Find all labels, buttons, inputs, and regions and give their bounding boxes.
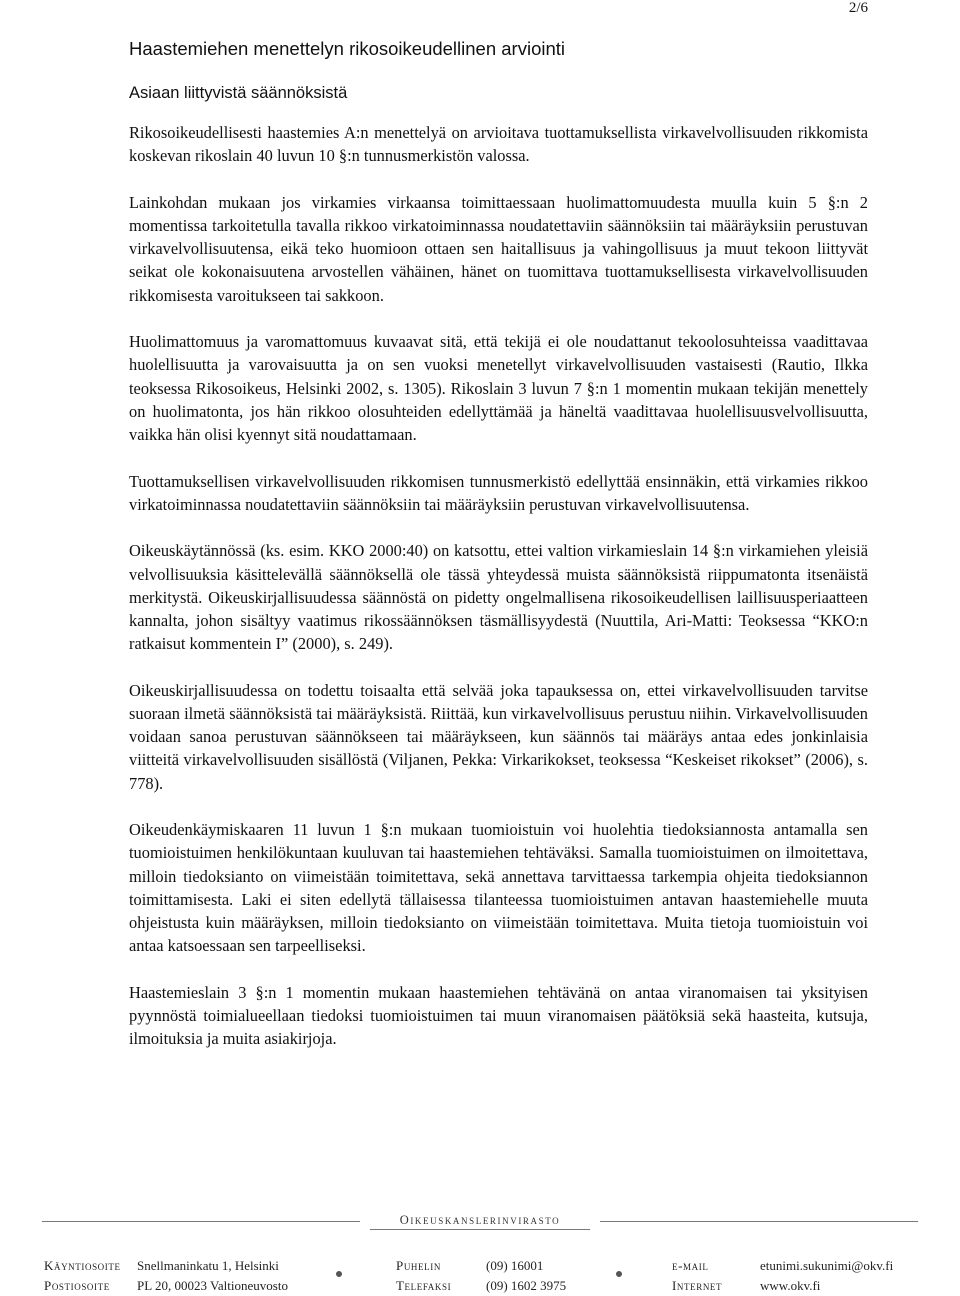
paragraph: Rikosoikeudellisesti haastemies A:n menettelyä on arvioitava tuottamuksellista virkavelvollisuuden rikkomista koskevan rikoslain 40 luvun 10 §:n tunnusmerkistön valossa. bbox=[129, 123, 868, 166]
phone-label: Puhelin bbox=[396, 1258, 441, 1273]
paragraph: Lainkohdan mukaan jos virkamies virkaansa toimittaessaan huolimattomuudesta muulla kuin 5 §:n 2 momentissa tarkoitetulla tavalla rikkoo virkatoiminnassa noudatettaviin säännöksiin tai määräyksiin perustuvan virkavelvollisuutensa, eikä teko huomioon ottaen sen haitallisuus ja vahingollisuus ja muut tekoon liittyvät seikat ole kokonaisuutena arvostellen vähäinen, hänet on tuomittava tuottamuksellisesta virkavelvollisuuden rikkomisesta varoitukseen tai sakkoon. bbox=[129, 192, 868, 305]
paragraph: Tuottamuksellisen virkavelvollisuuden rikkomisen tunnusmerkistö edellyttää ensinnäkin, että virkamies rikkoo virkatoiminnassa noudatettaviin säännöksiin tai määräyksiin perustuvan virkavelvollisuutensa. bbox=[129, 471, 868, 514]
footer-divider-right bbox=[600, 1221, 918, 1222]
paragraph: Oikeudenkäymiskaaren 11 luvun 1 §:n mukaan tuomioistuin voi huolehtia tiedoksiannosta antamalla sen tuomioistuimen henkilökuntaan kuuluvan tai haastemiehen tehtäväksi. Samalla tuomioistuimen on ilmoitettava, milloin tiedoksianto on viimeistään toimitettava, sekä annettava tarvittaessa tarkempia ohjeita tiedoksiannon toimittamisesta. Laki ei siten edellytä tällaisessa tilanteessa tuomioistuimen antavan haastemiehelle muuta ohjeistusta kuin määräyksen, milloin tiedoksianto on viimeistään toimitettava. Muita tietoja tuomioistuin voi antaa katsoessaan sen tarpeelliseksi. bbox=[129, 820, 868, 956]
email-address[interactable]: etunimi.sukunimi@okv.fi bbox=[760, 1258, 894, 1273]
footer-address-labels bbox=[44, 1256, 121, 1296]
postal-address-label: Postiosoite bbox=[44, 1278, 110, 1293]
visiting-address-label: Käyntiosoite bbox=[44, 1258, 121, 1273]
fax-label: Telefaksi bbox=[396, 1278, 452, 1293]
website-link[interactable]: www.okv.fi bbox=[760, 1278, 821, 1293]
footer-organization: Oikeuskanslerinvirasto bbox=[399, 1213, 561, 1227]
paragraph: Oikeuskirjallisuudessa on todettu toisaalta että selvää joka tapauksessa on, ettei virkavelvollisuuden tarvitse suoraan ilmetä säännöksistä tai määräyksistä. Riittää, kun virkavelvollisuus perustuu niihin. Virkavelvollisuuden voidaan sanoa perustuvan säännökseen tai määräykseen, kun säännös tai määräys antaa edes jonkinlaisia viitteitä virkavelvollisuuden sisällöstä (Viljanen, Pekka: Virkarikokset, teoksessa “Keskeiset rikokset” (2006), s. 778). bbox=[129, 680, 868, 793]
footer-web-values bbox=[760, 1256, 893, 1296]
bullet-dot-icon bbox=[336, 1271, 342, 1277]
footer-address-values bbox=[137, 1256, 288, 1296]
postal-address: PL 20, 00023 Valtioneuvosto bbox=[137, 1278, 288, 1293]
phone-number: (09) 16001 bbox=[486, 1258, 544, 1273]
page-title: Haastemiehen menettelyn rikosoikeudellinen arviointi bbox=[129, 38, 566, 59]
internet-label: Internet bbox=[672, 1278, 723, 1293]
footer-divider-left bbox=[42, 1221, 360, 1222]
footer-phone-values bbox=[486, 1256, 566, 1296]
paragraph: Haastemieslain 3 §:n 1 momentin mukaan haastemiehen tehtävänä on antaa viranomaisen tai yksityisen pyynnöstä toimialueellaan tiedoksi tuomioistuimen tai muun viranomaisen päätöksiä sekä haasteita, kutsuja, ilmoituksia ja muita asiakirjoja. bbox=[129, 982, 868, 1049]
footer-organization-underline bbox=[370, 1229, 590, 1230]
email-label: e-mail bbox=[672, 1258, 709, 1273]
fax-number: (09) 1602 3975 bbox=[486, 1278, 567, 1293]
visiting-address: Snellmaninkatu 1, Helsinki bbox=[137, 1258, 279, 1273]
section-subheading: Asiaan liittyvistä säännöksistä bbox=[129, 84, 348, 102]
footer-web-labels bbox=[672, 1256, 722, 1296]
paragraph: Huolimattomuus ja varomattomuus kuvaavat sitä, että tekijä ei ole noudattanut tekoolosuhteissa vaadittavaa huolellisuutta ja varovaisuutta ja on sen vuoksi menetellyt virkavelvollisuuden vastaisesti (Rautio, Ilkka teoksessa Rikosoikeus, Helsinki 2002, s. 1305). Rikoslain 3 luvun 7 §:n 1 momentin mukaan tekijän menettely on huolimatonta, jos hän rikkoo olosuhteiden edellyttämää ja häneltä vaadittavaa huolellisuusvelvollisuutta, vaikka hän olisi kyennyt sitä noudattamaan. bbox=[129, 332, 868, 445]
bullet-dot-icon bbox=[616, 1271, 622, 1277]
paragraph: Oikeuskäytännössä (ks. esim. KKO 2000:40) on katsottu, ettei valtion virkamieslain 14 §:n virkamiehen yleisiä velvollisuuksia käsittelevällä säännöksellä ole tässä yhteydessä muista säännöksistä riippumatonta itsenäistä merkitystä. Oikeuskirjallisuudessa säännöstä on pidetty ongelmallisena rikosoikeudellisen laillisuusperiaatteen kannalta, johon sisältyy vaatimus rikossäännöksen täsmällisyydestä (Nuuttila, Ari-Matti: Teoksessa “KKO:n ratkaisut kommentein I” (2000), s. 249). bbox=[129, 541, 868, 654]
body-text bbox=[129, 121, 868, 1074]
footer-phone-labels bbox=[396, 1256, 451, 1296]
page-number: 2/6 bbox=[848, 0, 868, 16]
